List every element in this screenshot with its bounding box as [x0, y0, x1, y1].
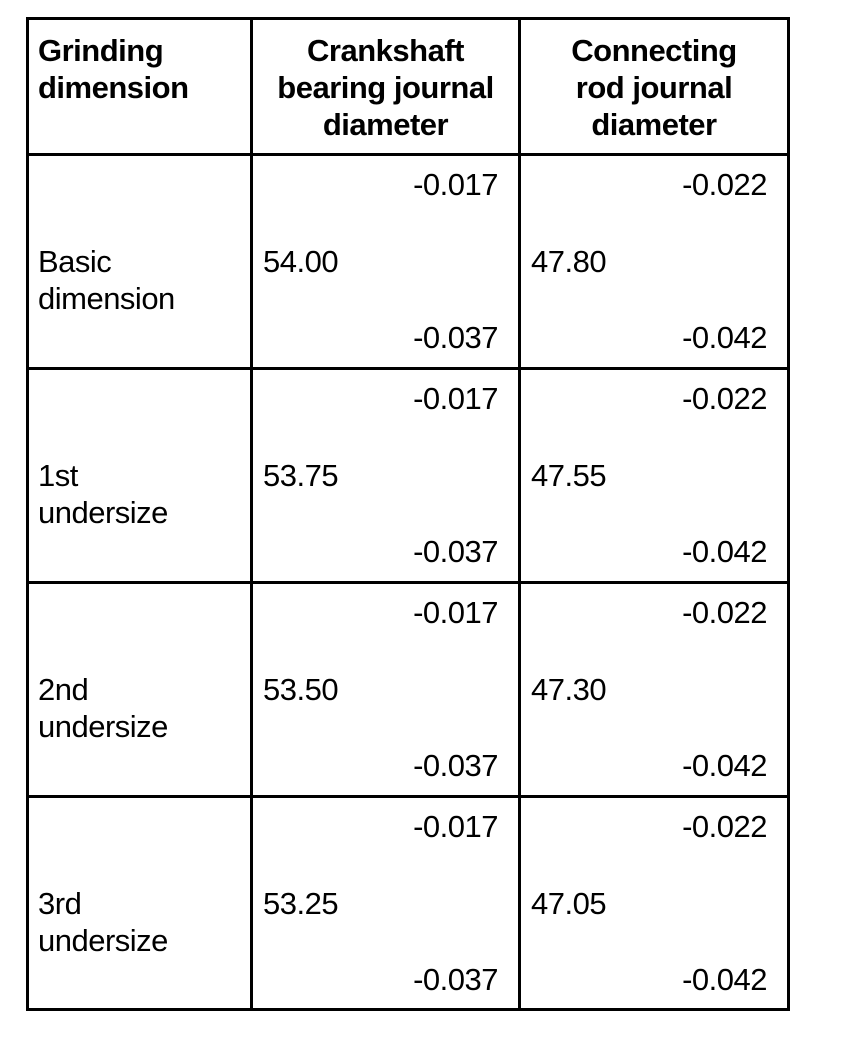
header-crankshaft-journal-diameter: Crankshaft bearing journal diameter: [277, 33, 494, 142]
rod-lower-tolerance: -0.042: [682, 748, 767, 783]
crank-upper-tolerance: -0.017: [413, 381, 498, 416]
crank-lower-tolerance: -0.037: [413, 534, 498, 569]
column-divider: [518, 17, 521, 1011]
crank-lower-tolerance: -0.037: [413, 320, 498, 355]
row-label-3rd-undersize: 3rd undersize: [38, 886, 168, 958]
row-label-1st-undersize: 1st undersize: [38, 458, 168, 530]
crank-journal-value: 53.75: [263, 458, 339, 493]
crank-lower-tolerance: -0.037: [413, 748, 498, 783]
row-label-2nd-undersize: 2nd undersize: [38, 672, 168, 744]
row-divider: [26, 153, 790, 156]
crank-journal-value: 53.50: [263, 672, 339, 707]
crank-upper-tolerance: -0.017: [413, 595, 498, 630]
row-label-basic-dimension: Basic dimension: [38, 244, 175, 316]
rod-lower-tolerance: -0.042: [682, 320, 767, 355]
rod-journal-value: 47.80: [531, 244, 607, 279]
crank-upper-tolerance: -0.017: [413, 809, 498, 844]
crank-lower-tolerance: -0.037: [413, 962, 498, 997]
crank-upper-tolerance: -0.017: [413, 167, 498, 202]
rod-journal-value: 47.55: [531, 458, 607, 493]
header-connecting-rod-journal-diameter: Connecting rod journal diameter: [571, 33, 737, 142]
crank-journal-value: 53.25: [263, 886, 339, 921]
rod-upper-tolerance: -0.022: [682, 595, 767, 630]
rod-upper-tolerance: -0.022: [682, 381, 767, 416]
rod-upper-tolerance: -0.022: [682, 809, 767, 844]
rod-journal-value: 47.05: [531, 886, 607, 921]
crank-journal-value: 54.00: [263, 244, 339, 279]
row-divider: [26, 795, 790, 798]
header-grinding-dimension: Grinding dimension: [38, 33, 189, 105]
column-divider: [250, 17, 253, 1011]
rod-lower-tolerance: -0.042: [682, 962, 767, 997]
row-divider: [26, 367, 790, 370]
rod-lower-tolerance: -0.042: [682, 534, 767, 569]
row-divider: [26, 581, 790, 584]
rod-journal-value: 47.30: [531, 672, 607, 707]
rod-upper-tolerance: -0.022: [682, 167, 767, 202]
